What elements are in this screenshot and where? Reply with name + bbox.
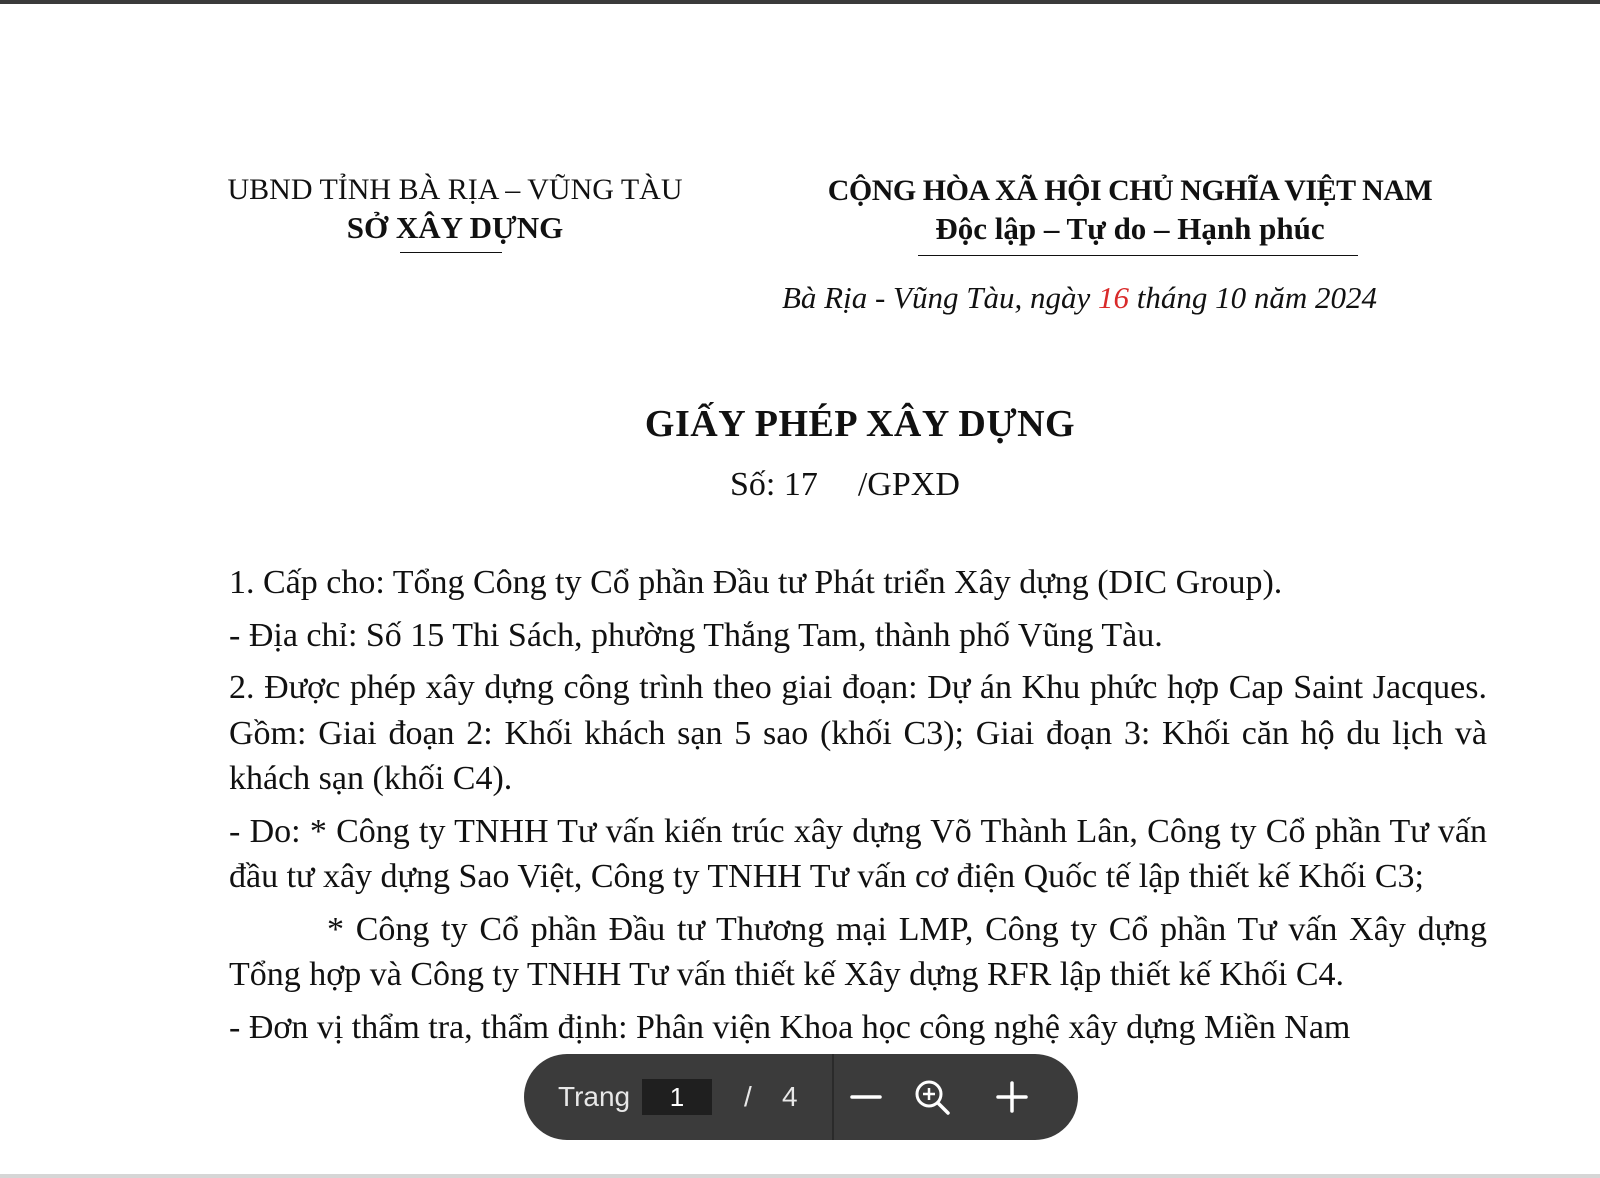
taskbar-edge <box>0 1174 1600 1178</box>
motto-underline <box>918 255 1358 256</box>
dateline-suffix: tháng 10 năm 2024 <box>1136 280 1377 315</box>
pdf-viewer-toolbar <box>524 1054 1078 1140</box>
document-title: GIẤY PHÉP XÂY DỰNG <box>644 403 1076 445</box>
body-paragraph: - Đơn vị thẩm tra, thẩm định: Phân viện Khoa học công nghệ xây dựng Miền Nam <box>229 1008 1351 1046</box>
issuer-header <box>195 170 715 246</box>
document-page <box>0 4 1600 1174</box>
body-paragraph: * Công ty Cổ phần Đầu tư Thương mại LMP, Công ty Cổ phần Tư vấn Xây dựng Tổng hợp và Công ty TNHH Tư vấn thiết kế Xây dựng RFR lập thiết kế Khối C4. <box>229 910 1487 993</box>
plus-icon <box>990 1075 1034 1119</box>
zoom-out-button[interactable] <box>844 1075 888 1119</box>
body-paragraph: - Do: * Công ty TNHH Tư vấn kiến trúc xây dựng Võ Thành Lân, Công ty Cổ phần Tư vấn đầu tư xây dựng Sao Việt, Công ty TNHH Tư vấn cơ điện Quốc tế lập thiết kế Khối C3; <box>229 812 1487 895</box>
issuer-underline <box>400 252 502 253</box>
zoom-icon <box>910 1075 954 1119</box>
dateline <box>782 280 1377 316</box>
dateline-prefix: Bà Rịa - Vũng Tàu, ngày <box>782 280 1091 315</box>
body-paragraph: - Địa chỉ: Số 15 Thi Sách, phường Thắng Tam, thành phố Vũng Tàu. <box>229 616 1163 654</box>
document-number <box>730 466 960 504</box>
toolbar-divider <box>832 1054 834 1140</box>
document-body <box>229 560 1487 1057</box>
page-number-input[interactable]: 1 <box>642 1079 712 1115</box>
body-paragraph: 2. Được phép xây dựng công trình theo giai đoạn: Dự án Khu phức hợp Cap Saint Jacques. Gồm: Giai đoạn 2: Khối khách sạn 5 sao (khối C3); Giai đoạn 3: Khối căn hộ du lịch và khách sạn (khối C4). <box>229 669 1487 797</box>
minus-icon <box>844 1075 888 1119</box>
dateline-day: 16 <box>1098 280 1129 315</box>
national-name: CỘNG HÒA XÃ HỘI CHỦ NGHĨA VIỆT NAM <box>827 174 1433 207</box>
page-separator: / <box>744 1081 752 1112</box>
total-pages: 4 <box>782 1081 798 1112</box>
issuer-province: UBND TỈNH BÀ RỊA – VŨNG TÀU <box>227 173 683 206</box>
issuer-department: SỞ XÂY DỰNG <box>346 210 564 245</box>
zoom-in-button[interactable] <box>990 1075 1034 1119</box>
national-header <box>805 171 1455 247</box>
zoom-reset-button[interactable] <box>910 1075 954 1119</box>
number-suffix: /GPXD <box>857 466 960 503</box>
number-value: 17 <box>783 466 818 503</box>
national-motto: Độc lập – Tự do – Hạnh phúc <box>935 211 1325 246</box>
body-paragraph: 1. Cấp cho: Tổng Công ty Cổ phần Đầu tư Phát triển Xây dựng (DIC Group). <box>229 564 1283 601</box>
page-label: Trang <box>558 1081 631 1112</box>
number-label: Số: <box>730 466 776 503</box>
